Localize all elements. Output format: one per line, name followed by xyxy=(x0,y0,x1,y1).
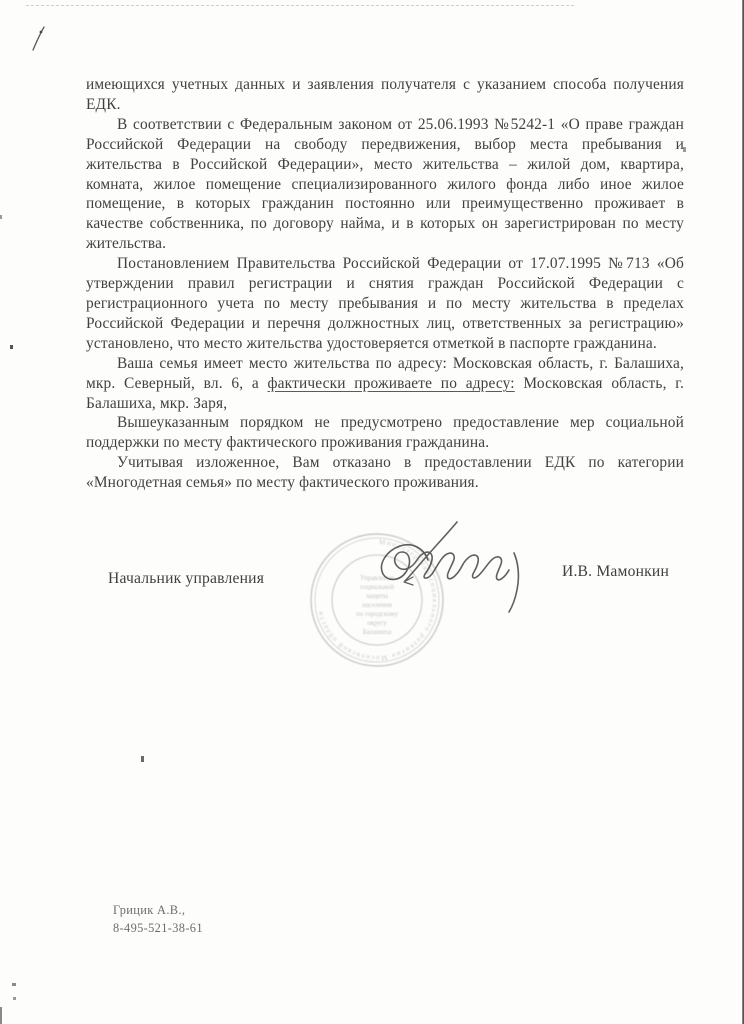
signature-scribble xyxy=(330,500,550,630)
stamp-line: Балашиха xyxy=(362,629,392,636)
pen-mark xyxy=(26,20,52,56)
stamp-line: по городскому xyxy=(356,611,398,618)
stamp-line: социальной xyxy=(360,584,394,591)
scan-speck xyxy=(13,997,16,1000)
paragraph-law-5242: В соответствии с Федеральным законом от 25.06.1993 №5242-1 «О праве граждан Российской Федерации на свободу передвижения, выбор места пребывания и жительства в Российской Федерации», место жительства – жилой дом, квартира, комната, жилое помещение специализированного жилого фонда либо иное жилое помещение, в которых гражданин постоянно или преимущественно проживает в качестве собственника, по договору найма, и в которых он зарегистрирован по месту жительства. xyxy=(86,115,684,253)
scan-speck xyxy=(0,215,2,219)
stamp-line: населения xyxy=(362,602,392,609)
contact-phone: 8-495-521-38-61 xyxy=(113,920,203,935)
scan-speck xyxy=(12,983,16,986)
stamp-line: Управление xyxy=(359,575,395,582)
paragraph-no-support: Вышеуказанным порядком не предусмотрено предоставление мер социальной поддержки по месту фактического проживания гражданина. xyxy=(86,414,684,452)
signer-name: И.В. Мамонкин xyxy=(562,563,670,580)
scan-top-dashed-line xyxy=(26,5,574,6)
paragraph-decree-713: Постановлением Правительства Российской Федерации от 17.07.1995 №713 «Об утверждении правил регистрации и снятия граждан Российской Федерации с регистрационного учета по месту пребывания и по месту жительства в пределах Российской Федерации и перечня должностных лиц, ответственных за регистрацию» установлено, что место жительства удостоверяется отметкой в паспорте гражданина. xyxy=(86,255,684,352)
footer-contact xyxy=(113,902,203,937)
scan-speck xyxy=(0,1007,2,1024)
scan-speck xyxy=(10,345,13,349)
paragraph-continuation: имеющихся учетных данных и заявления получателя с указанием способа получения ЕДК. xyxy=(86,76,684,113)
signer-position-title: Начальник управления xyxy=(108,570,265,587)
stamp-line: округу xyxy=(367,620,387,627)
stamp-line: защиты xyxy=(365,593,389,600)
address-text-underlined: фактически проживаете по адресу: xyxy=(267,374,515,392)
contact-name: Грицик А.В., xyxy=(113,903,186,917)
paragraph-refusal: Учитывая изложенное, Вам отказано в предоставлении ЕДК по категории «Многодетная семья» по месту фактического проживания. xyxy=(86,454,684,492)
address-text-before: Ваша семья имеет место жительства по адресу: Московская область, г. Балашиха, мкр. Северный, вл. 6, а xyxy=(86,354,684,392)
letter-body xyxy=(86,75,684,493)
scan-speck xyxy=(141,756,144,762)
paragraph-address xyxy=(86,354,684,414)
address-text-after: Московская область, г. Балашиха, мкр. Заря, xyxy=(86,374,684,412)
stamp-ring-text: Министерство социального развития Московской области xyxy=(315,537,440,663)
